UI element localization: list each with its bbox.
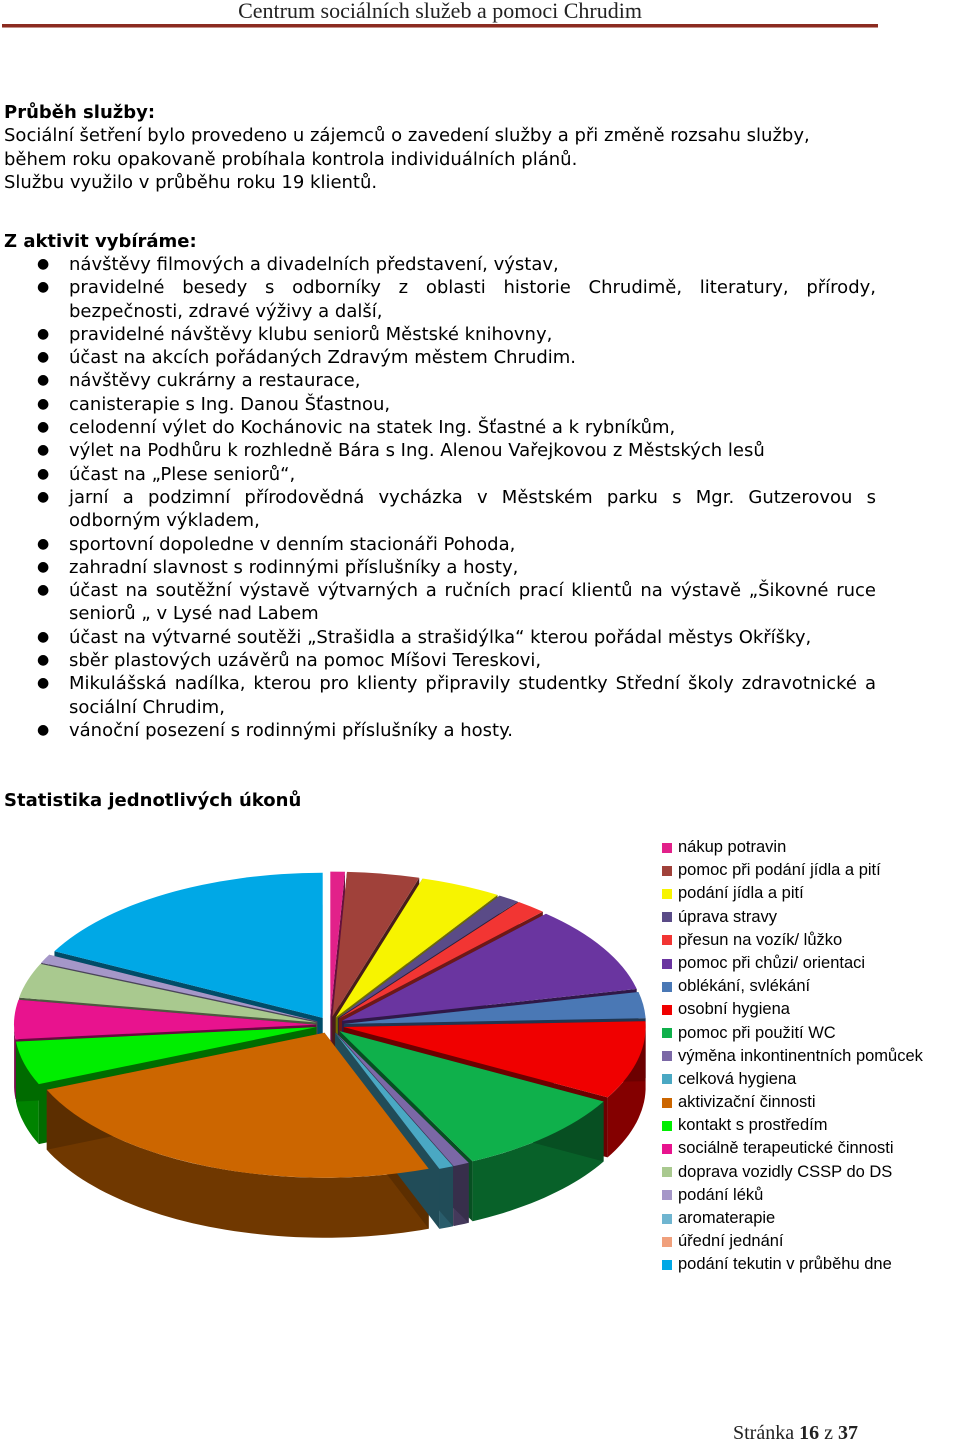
legend-label: podání léků: [678, 1185, 764, 1204]
list-item: ● účast na akcích pořádaných Zdravým městem Chrudim.: [37, 347, 577, 369]
footer-total-pages: 37: [837, 1422, 858, 1444]
legend-label: podání jídla a pití: [678, 884, 804, 903]
bullet-icon: ●: [37, 349, 50, 366]
legend-swatch: [662, 843, 672, 853]
legend-swatch: [662, 1051, 672, 1061]
bullet-icon: ●: [37, 256, 50, 272]
bullet-icon: ●: [37, 628, 50, 645]
legend-item: [662, 1045, 960, 1068]
list-item: ● návštěvy cukrárny a restaurace,: [37, 370, 361, 392]
legend-swatch: [662, 1005, 672, 1015]
page-header-title: Centrum sociálních služeb a pomoci Chrudim: [238, 0, 642, 23]
legend-label: pomoc při použití WC: [678, 1023, 836, 1042]
bullet-icon: ●: [37, 395, 50, 412]
legend-label: úprava stravy: [678, 907, 778, 926]
list-item: ● sportovní dopoledne v denním stacionáři Pohoda,: [37, 533, 516, 555]
legend-swatch: [662, 1074, 672, 1084]
list-item: ● pravidelné besedy s odborníky z oblasti historie Chrudimě, literatury, přírody, bezpečnosti, zdravé výživy a další,: [37, 277, 876, 322]
list-item: ● účast na výtvarné soutěži „Strašidla a strašidýlka“ kterou pořádal městys Okříšky,: [37, 626, 812, 648]
legend-label: výměna inkontinentních pomůcek: [678, 1046, 923, 1065]
bullet-icon: ●: [37, 675, 50, 692]
legend-item: [662, 1137, 960, 1160]
list-item: ● jarní a podzimní přírodovědná vycházka v Městském parku s Mgr. Gutzerovou s odborným výkladem,: [37, 486, 876, 532]
footer-separator: z: [824, 1422, 833, 1444]
legend-swatch: [662, 982, 672, 992]
list-item: ● sběr plastových uzávěrů na pomoc Míšovi Tereskovi,: [37, 650, 542, 672]
legend-item: [662, 882, 960, 905]
bullet-icon: ●: [37, 535, 50, 552]
footer-page-number: 16: [799, 1422, 820, 1444]
legend-swatch: [662, 959, 672, 969]
list-item: ● pravidelné návštěvy klubu seniorů Městské knihovny,: [37, 323, 553, 345]
bullet-icon: ●: [37, 721, 50, 738]
legend-label: pomoc při chůzi/ orientaci: [678, 953, 866, 972]
activities-heading: Z aktivit vybíráme:: [4, 231, 197, 252]
legend-label: nákup potravin: [678, 838, 787, 856]
legend-swatch: [662, 1190, 672, 1200]
legend-label: úřední jednání: [678, 1232, 784, 1251]
legend-label: aromaterapie: [678, 1209, 776, 1227]
list-item: ● celodenní výlet do Kochánovic na statek Ing. Šťastné a k rybníkům,: [37, 417, 676, 439]
legend-swatch: [662, 912, 672, 922]
bullet-icon: ●: [37, 465, 50, 482]
bullet-icon: ●: [37, 372, 50, 389]
legend-item: [662, 1253, 960, 1276]
legend-swatch: [662, 1260, 672, 1270]
legend-item: [662, 1184, 960, 1207]
chart-legend: [662, 836, 960, 1277]
list-item: ● výlet na Podhůru k rozhledně Bára s Ing. Alenou Vařejkovou z Městských lesů: [37, 440, 765, 462]
legend-swatch: [662, 1028, 672, 1038]
legend-label: aktivizační činnosti: [678, 1093, 816, 1112]
legend-label: oblékání, svlékání: [678, 977, 811, 996]
legend-swatch: [662, 1121, 672, 1131]
legend-label: celková hygiena: [678, 1069, 797, 1088]
legend-swatch: [662, 935, 672, 945]
bullet-icon: ●: [37, 652, 50, 669]
legend-swatch: [662, 866, 672, 876]
bullet-icon: ●: [37, 279, 50, 296]
header-rule: [2, 24, 878, 28]
page-footer: [733, 1422, 858, 1445]
legend-label: pomoc při podání jídla a pití: [678, 861, 881, 880]
bullet-icon: ●: [37, 582, 50, 599]
legend-item: [662, 998, 960, 1021]
bullet-icon: ●: [37, 325, 50, 342]
legend-swatch: [662, 1167, 672, 1177]
legend-item: [662, 906, 960, 929]
bullet-icon: ●: [37, 558, 50, 575]
pie-chart: [0, 860, 650, 1240]
legend-label: podání tekutin v průběhu dne: [678, 1255, 892, 1274]
legend-item: [662, 1114, 960, 1137]
legend-swatch: [662, 1214, 672, 1224]
legend-label: osobní hygiena: [678, 1000, 790, 1019]
legend-swatch: [662, 1098, 672, 1108]
legend-item: [662, 1022, 960, 1045]
progress-heading: Průběh služby:: [4, 102, 156, 123]
progress-line: Službu využilo v průběhu roku 19 klientů.: [4, 171, 378, 193]
legend-item: [662, 975, 960, 998]
progress-line: Sociální šetření bylo provedeno u zájemců o zavedení služby a při změně rozsahu služby,: [4, 125, 810, 147]
legend-swatch: [662, 1237, 672, 1247]
stats-heading: Statistika jednotlivých úkonů: [4, 790, 302, 811]
legend-item: [662, 1068, 960, 1091]
legend-item: [662, 1207, 960, 1230]
legend-item: [662, 859, 960, 882]
footer-prefix: Stránka: [733, 1422, 795, 1444]
list-item: ● účast na soutěžní výstavě výtvarných a ručních prací klientů na výstavě „Šikovné ruce seniorů „ v Lysé nad Labem: [37, 580, 876, 625]
legend-item: [662, 836, 960, 859]
bullet-icon: ●: [37, 419, 50, 436]
legend-label: doprava vozidly CSSP do DS: [678, 1162, 893, 1181]
activities-list: [0, 253, 876, 742]
legend-label: přesun na vozík/ lůžko: [678, 930, 843, 949]
legend-label: sociálně terapeutické činnosti: [678, 1139, 894, 1158]
progress-line: během roku opakovaně probíhala kontrola individuálních plánů.: [4, 148, 578, 170]
list-item: ● zahradní slavnost s rodinnými příslušníky a hosty,: [37, 556, 519, 578]
legend-swatch: [662, 1144, 672, 1154]
legend-swatch: [662, 889, 672, 899]
progress-section: [4, 101, 880, 194]
bullet-icon: ●: [37, 488, 50, 505]
legend-item: [662, 1091, 960, 1114]
list-item: ● účast na „Plese seniorů“,: [37, 463, 296, 485]
legend-item: [662, 929, 960, 952]
bullet-icon: ●: [37, 442, 50, 459]
legend-label: kontakt s prostředím: [678, 1116, 828, 1135]
legend-item: [662, 952, 960, 975]
list-item: ● vánoční posezení s rodinnými příslušníky a hosty.: [37, 719, 513, 741]
legend-item: [662, 1161, 960, 1184]
legend-item: [662, 1230, 960, 1253]
list-item: ● canisterapie s Ing. Danou Šťastnou,: [37, 393, 391, 415]
list-item: ● návštěvy filmových a divadelních představení, výstav,: [37, 254, 559, 275]
list-item: ● Mikulášská nadílka, kterou pro klienty připravily studentky Střední školy zdravotnické a sociální Chrudim,: [37, 673, 876, 718]
